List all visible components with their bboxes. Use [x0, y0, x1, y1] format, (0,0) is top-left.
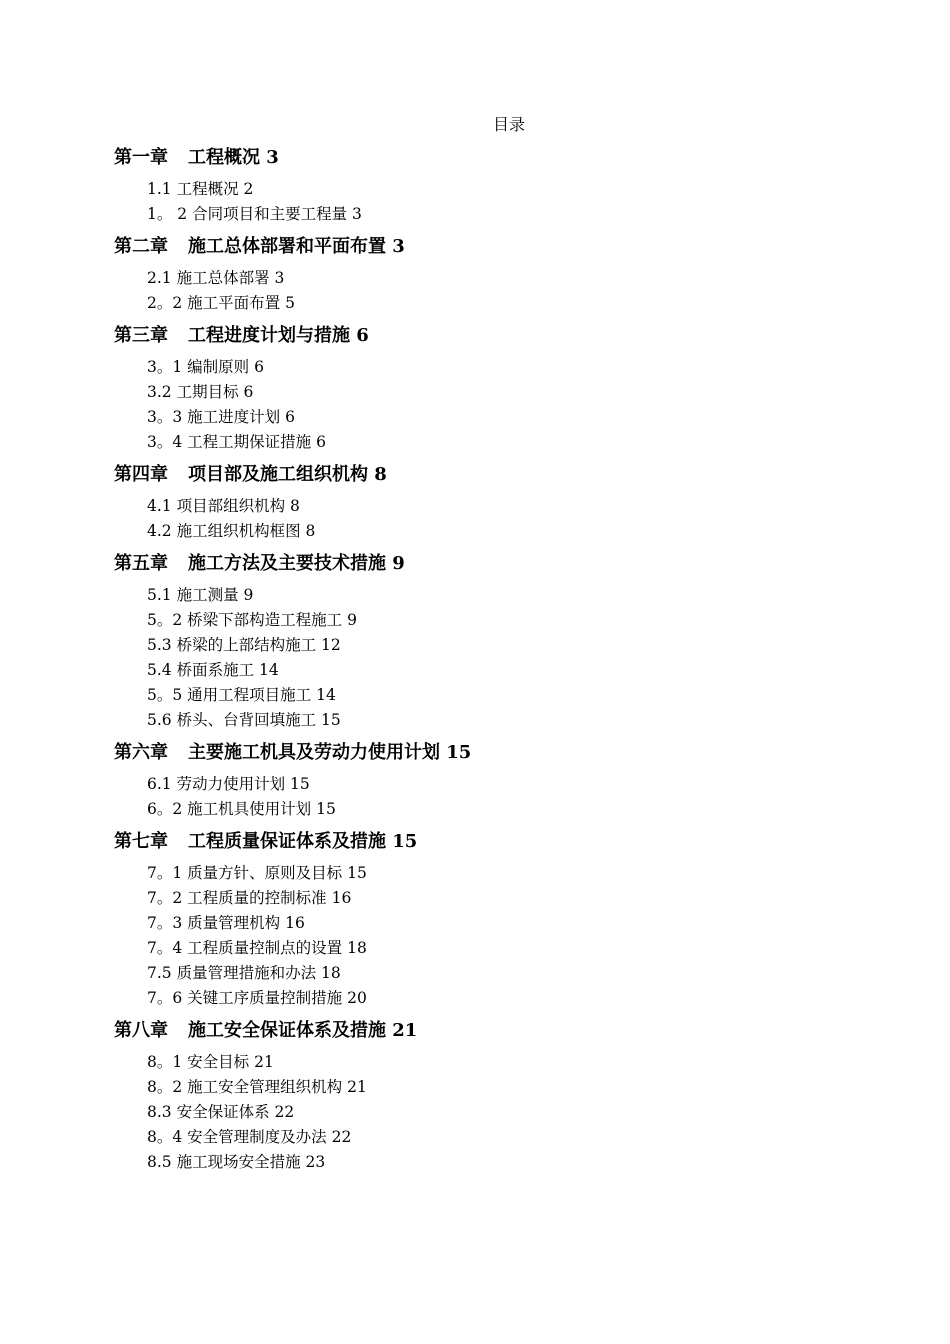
chapter-label: 第五章 [114, 553, 168, 574]
chapter-label: 第四章 [114, 464, 168, 485]
chapter-1 [114, 142, 894, 227]
toc-entry[interactable]: 8.5 施工现场安全措施 23 [147, 1153, 326, 1171]
chapter-2 [114, 231, 894, 316]
chapter-heading[interactable] [114, 737, 894, 768]
toc-entry[interactable]: 5.1 施工测量 9 [147, 586, 254, 604]
chapter-8 [114, 1015, 894, 1175]
chapter-title: 主要施工机具及劳动力使用计划 15 [188, 742, 472, 763]
chapter-title: 工程概况 3 [188, 147, 279, 168]
toc-entry[interactable]: 6。2 施工机具使用计划 15 [147, 800, 336, 818]
toc-entry[interactable]: 8.3 安全保证体系 22 [147, 1103, 295, 1121]
chapter-label: 第一章 [114, 147, 168, 168]
chapter-label: 第八章 [114, 1020, 168, 1041]
toc-entry[interactable]: 6.1 劳动力使用计划 15 [147, 775, 310, 793]
toc-entry[interactable]: 7。2 工程质量的控制标准 16 [147, 889, 352, 907]
toc-entry[interactable]: 7。4 工程质量控制点的设置 18 [147, 939, 367, 957]
toc-entry[interactable]: 5.4 桥面系施工 14 [147, 661, 279, 679]
toc-entry[interactable]: 5。5 通用工程项目施工 14 [147, 686, 336, 704]
toc-entry[interactable]: 3.2 工期目标 6 [147, 383, 254, 401]
table-of-contents [114, 142, 894, 1175]
toc-entry[interactable]: 7。3 质量管理机构 16 [147, 914, 305, 932]
chapter-title: 项目部及施工组织机构 8 [188, 464, 387, 485]
chapter-label: 第三章 [114, 325, 168, 346]
chapter-heading[interactable] [114, 548, 894, 579]
chapter-7 [114, 826, 894, 1011]
chapter-heading[interactable] [114, 1015, 894, 1046]
chapter-6 [114, 737, 894, 822]
chapter-title: 工程质量保证体系及措施 15 [188, 831, 418, 852]
chapter-label: 第七章 [114, 831, 168, 852]
toc-entry[interactable]: 8。2 施工安全管理组织机构 21 [147, 1078, 367, 1096]
chapter-title: 施工总体部署和平面布置 3 [188, 236, 405, 257]
chapter-title: 施工方法及主要技术措施 9 [188, 553, 405, 574]
chapter-3 [114, 320, 894, 455]
toc-entry[interactable]: 4.1 项目部组织机构 8 [147, 497, 300, 515]
toc-entry[interactable]: 4.2 施工组织机构框图 8 [147, 522, 316, 540]
chapter-4 [114, 459, 894, 544]
chapter-heading[interactable] [114, 459, 894, 490]
toc-entry[interactable]: 5。2 桥梁下部构造工程施工 9 [147, 611, 357, 629]
toc-entry[interactable]: 3。1 编制原则 6 [147, 358, 264, 376]
toc-entry[interactable]: 8。4 安全管理制度及办法 22 [147, 1128, 352, 1146]
chapter-title: 施工安全保证体系及措施 21 [188, 1020, 418, 1041]
toc-entry[interactable]: 7。1 质量方针、原则及目标 15 [147, 864, 367, 882]
toc-entry[interactable]: 1.1 工程概况 2 [147, 180, 254, 198]
toc-entry[interactable]: 7.5 质量管理措施和办法 18 [147, 964, 341, 982]
toc-entry[interactable]: 2.1 施工总体部署 3 [147, 269, 285, 287]
toc-entry[interactable]: 5.6 桥头、台背回填施工 15 [147, 711, 341, 729]
chapter-heading[interactable] [114, 826, 894, 857]
chapter-label: 第二章 [114, 236, 168, 257]
toc-entry[interactable]: 1。 2 合同项目和主要工程量 3 [147, 205, 362, 223]
toc-entry[interactable]: 3。3 施工进度计划 6 [147, 408, 295, 426]
toc-entry[interactable]: 8。1 安全目标 21 [147, 1053, 274, 1071]
chapter-heading[interactable] [114, 142, 894, 173]
toc-entry[interactable]: 5.3 桥梁的上部结构施工 12 [147, 636, 341, 654]
toc-entry[interactable]: 7。6 关键工序质量控制措施 20 [147, 989, 367, 1007]
chapter-title: 工程进度计划与措施 6 [188, 325, 369, 346]
chapter-label: 第六章 [114, 742, 168, 763]
toc-title: 目录 [492, 115, 525, 134]
toc-entry[interactable]: 2。2 施工平面布置 5 [147, 294, 295, 312]
chapter-heading[interactable] [114, 320, 894, 351]
chapter-5 [114, 548, 894, 733]
chapter-heading[interactable] [114, 231, 894, 262]
toc-entry[interactable]: 3。4 工程工期保证措施 6 [147, 433, 326, 451]
